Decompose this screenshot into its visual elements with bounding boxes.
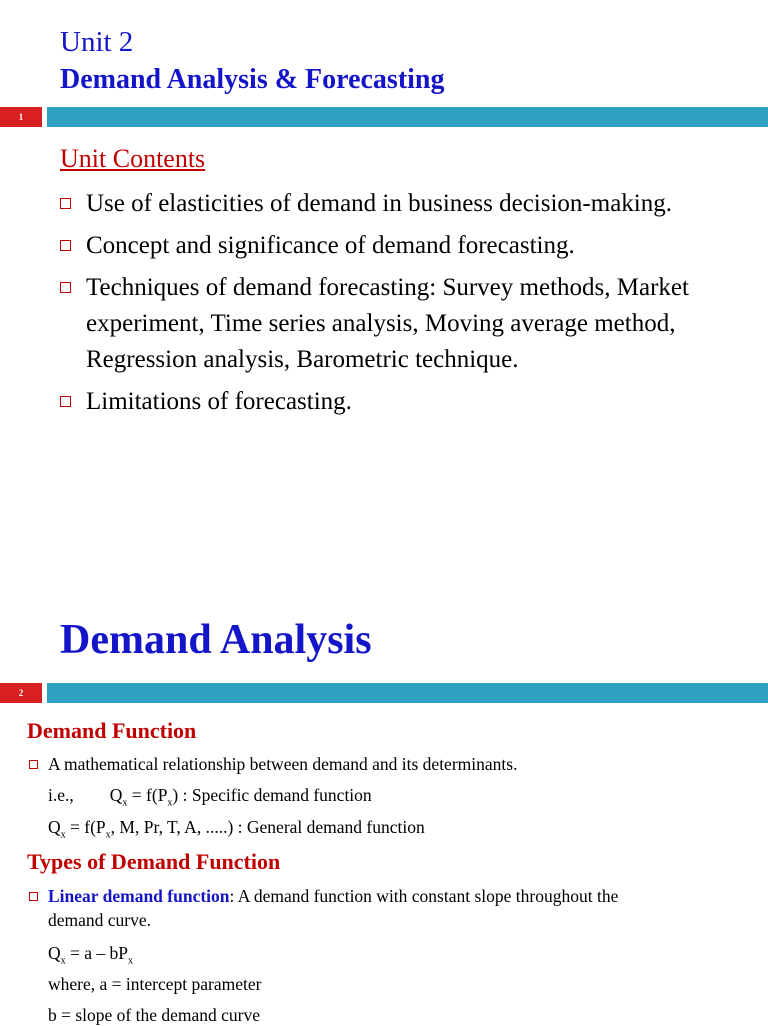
- hollow-square-bullet-icon: [60, 396, 71, 407]
- list-item-text: Limitations of forecasting.: [86, 388, 352, 415]
- unit-contents-heading: Unit Contents: [60, 144, 206, 173]
- definition-text: A mathematical relationship between demand and its determinants.: [48, 754, 518, 774]
- unit-contents-list: [60, 186, 710, 426]
- intercept-definition: where, a = intercept parameter: [48, 974, 262, 994]
- hollow-square-bullet-icon: [29, 892, 38, 901]
- list-item-text: Use of elasticities of demand in business decision-making.: [86, 190, 672, 217]
- list-item: [60, 270, 710, 378]
- unit-title: Demand Analysis & Forecasting: [60, 64, 445, 95]
- types-of-demand-function-heading: Types of Demand Function: [27, 849, 281, 874]
- list-item-text: Techniques of demand forecasting: Survey methods, Market experiment, Time series analysis, Moving average method, Regression analysis, Barometric technique.: [86, 274, 689, 373]
- list-item: [60, 186, 710, 222]
- demand-function-heading: Demand Function: [27, 718, 197, 743]
- list-item-text: Concept and significance of demand forecasting.: [86, 232, 575, 259]
- slide-2: [0, 680, 768, 1024]
- slide-number-badge: 2: [0, 683, 42, 703]
- ie-label: i.e.,: [48, 785, 74, 805]
- slope-definition: b = slope of the demand curve: [48, 1005, 261, 1025]
- slide-number-badge: 1: [0, 107, 42, 127]
- general-demand-formula: $Q_x = f(P_x$, M, Pr, T, A, .....) : General demand function: [48, 817, 425, 841]
- header-stripe: [47, 683, 768, 703]
- hollow-square-bullet-icon: [60, 282, 71, 293]
- linear-demand-text-line2: demand curve.: [48, 910, 152, 930]
- linear-demand-text: Linear demand function: A demand function with constant slope throughout the: [48, 886, 619, 906]
- linear-demand-formula: $Q_x = a - bP_x$: [48, 943, 134, 967]
- slide-header-bar: [0, 683, 768, 703]
- unit-label: Unit 2: [60, 26, 134, 58]
- list-item: [60, 384, 710, 420]
- header-stripe: [47, 107, 768, 127]
- slide-header-bar: [0, 107, 768, 127]
- hollow-square-bullet-icon: [60, 240, 71, 251]
- list-item: [60, 228, 710, 264]
- hollow-square-bullet-icon: [29, 760, 38, 769]
- linear-demand-label: Linear demand function: [48, 886, 230, 906]
- hollow-square-bullet-icon: [60, 198, 71, 209]
- specific-demand-formula: i.e., $Q_x = f(P_x)$ : Specific demand function: [48, 785, 372, 809]
- demand-analysis-title: Demand Analysis: [60, 617, 372, 663]
